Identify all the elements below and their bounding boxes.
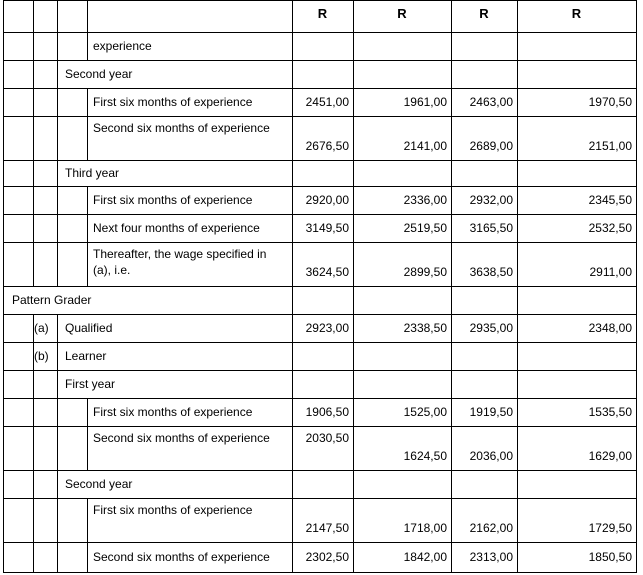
table-right-rule [636,186,637,215]
column-rule [353,60,354,89]
column-rule [517,498,518,543]
column-rule [353,426,354,471]
column-rule [33,214,34,243]
wage-value: 2920,00 [305,193,349,207]
table-right-rule [636,242,637,287]
table-left-rule [3,32,4,61]
table-left-rule [3,426,4,471]
wage-value: 1850,50 [588,550,632,564]
row-label: Next four months of experience [93,221,260,235]
wage-value: 2151,00 [588,139,632,153]
row-rule [3,88,637,89]
table-left-rule [3,186,4,215]
column-rule [517,542,518,573]
table-right-rule [636,498,637,543]
column-rule [87,398,88,427]
row-rule [3,542,637,543]
row-rule [3,32,637,33]
column-rule [292,314,293,343]
column-rule [292,470,293,499]
table-right-rule [636,342,637,371]
column-rule [353,542,354,573]
row-rule [3,214,637,215]
column-rule [353,498,354,543]
table-right-rule [636,160,637,187]
row-rule [3,286,637,287]
wage-value: 2338,50 [403,321,447,335]
column-rule [292,186,293,215]
wage-value: 2147,50 [305,521,349,535]
column-rule [517,398,518,427]
row-label: Second year [65,477,133,491]
column-rule [292,242,293,287]
column-rule [292,116,293,161]
column-rule [57,470,58,499]
wage-value: 3165,50 [469,221,513,235]
wage-value: 2348,00 [588,321,632,335]
column-rule [33,542,34,573]
column-rule [451,498,452,543]
column-rule [451,186,452,215]
row-rule [3,242,637,243]
column-rule [33,370,34,399]
wage-value: 2676,50 [305,139,349,153]
column-rule [33,32,34,61]
table-right-rule [636,60,637,89]
table-right-rule [636,542,637,573]
column-rule [517,314,518,343]
row-rule [3,470,637,471]
row-rule [3,116,637,117]
column-rule [353,398,354,427]
table-right-rule [636,286,637,315]
column-rule [57,542,58,573]
wage-value: 2689,00 [469,139,513,153]
table-left-rule [3,60,4,89]
wage-value: 1970,50 [588,95,632,109]
wage-value: 2345,50 [588,193,632,207]
wage-value: 2302,50 [305,550,349,564]
table-right-rule [636,32,637,61]
column-rule [292,398,293,427]
column-rule [353,214,354,243]
wage-value: 2519,50 [403,221,447,235]
column-rule [57,32,58,61]
wage-value: 2932,00 [469,193,513,207]
wage-value: 1629,00 [588,449,632,463]
row-label: First six months of experience [93,503,253,517]
column-rule [517,342,518,371]
column-rule [57,60,58,89]
column-rule [57,186,58,215]
currency-header: R [571,6,582,21]
row-label: First year [65,377,116,391]
column-rule [451,160,452,187]
column-rule [451,32,452,61]
row-rule [3,342,637,343]
column-rule [33,88,34,117]
wage-value: 3638,50 [469,265,513,279]
column-rule [33,160,34,187]
column-rule [292,370,293,399]
column-rule [292,498,293,543]
wage-value: 2162,00 [469,521,513,535]
table-left-rule [3,116,4,161]
wage-value: 1624,50 [403,449,447,463]
row-rule [3,186,637,187]
wage-value: 2030,50 [305,431,349,445]
row-rule [3,314,637,315]
table-left-rule [3,470,4,499]
wage-value: 2141,00 [403,139,447,153]
column-rule [292,542,293,573]
currency-header: R [397,6,407,21]
column-rule [33,242,34,287]
column-rule [292,88,293,117]
table-left-rule [3,342,4,371]
column-rule [87,214,88,243]
row-label: Second six months of experience [93,431,270,445]
table-left-rule [3,498,4,543]
wage-value: 2923,00 [305,321,349,335]
column-rule [353,370,354,399]
row-label: Third year [65,166,120,180]
column-rule [87,186,88,215]
column-rule [451,242,452,287]
currency-header: R [317,6,328,21]
column-rule [451,88,452,117]
item-marker: (b) [34,349,49,363]
row-label: Qualified [65,321,113,335]
wage-value: 2036,00 [469,449,513,463]
column-rule [353,186,354,215]
column-rule [57,314,58,343]
wage-value: 1919,50 [469,405,513,419]
column-rule [33,470,34,499]
column-rule [517,214,518,243]
row-rule [3,498,637,499]
column-rule [57,242,58,287]
table-left-rule [3,286,4,315]
table-left-rule [3,214,4,243]
column-rule [57,342,58,371]
column-rule [33,186,34,215]
wage-value: 1525,00 [403,405,447,419]
column-rule [57,426,58,471]
wage-value: 2935,00 [469,321,513,335]
column-rule [292,0,293,33]
wage-value: 2911,00 [589,265,632,279]
column-rule [292,160,293,187]
column-rule [87,116,88,161]
column-rule [353,470,354,499]
wage-value: 2463,00 [469,95,513,109]
table-left-rule [3,314,4,343]
wage-value: 1961,00 [403,95,447,109]
wage-value: 1842,00 [403,550,447,564]
column-rule [517,242,518,287]
column-rule [292,426,293,471]
column-rule [451,0,452,33]
wage-value: 3624,50 [305,265,349,279]
row-label: Thereafter, the wage specified in (a), i.e. [93,247,267,277]
row-label: Pattern Grader [12,293,92,307]
table-right-rule [636,370,637,399]
column-rule [353,32,354,61]
column-rule [451,60,452,89]
wage-value: 1906,50 [305,405,349,419]
table-left-rule [3,0,4,33]
column-rule [57,398,58,427]
table-right-rule [636,426,637,471]
column-rule [292,32,293,61]
column-rule [517,88,518,117]
table-left-rule [3,160,4,187]
column-rule [87,498,88,543]
column-rule [517,160,518,187]
column-rule [451,342,452,371]
column-rule [57,498,58,543]
wage-value: 2532,50 [588,221,632,235]
column-rule [517,186,518,215]
wage-value: 1535,50 [588,405,632,419]
column-rule [517,116,518,161]
row-label: Learner [65,349,107,363]
column-rule [33,60,34,89]
column-rule [87,542,88,573]
wage-value: 2451,00 [305,95,349,109]
column-rule [292,286,293,315]
table-top-rule [3,0,637,1]
column-rule [87,0,88,33]
column-rule [451,116,452,161]
table-left-rule [3,398,4,427]
column-rule [57,370,58,399]
row-rule [3,426,637,427]
row-label: First six months of experience [93,405,253,419]
column-rule [517,60,518,89]
column-rule [33,116,34,161]
column-rule [451,426,452,471]
column-rule [451,542,452,573]
column-rule [57,116,58,161]
column-rule [33,0,34,33]
column-rule [451,398,452,427]
wage-value: 2313,00 [469,550,513,564]
column-rule [87,426,88,471]
column-rule [451,214,452,243]
column-rule [353,0,354,33]
column-rule [292,342,293,371]
column-rule [451,286,452,315]
row-rule [3,160,637,161]
currency-header: R [479,6,489,21]
row-rule [3,60,637,61]
wage-value: 3149,50 [305,221,349,235]
row-rule [3,398,637,399]
column-rule [87,88,88,117]
column-rule [87,242,88,287]
row-label: First six months of experience [93,95,253,109]
column-rule [353,314,354,343]
table-right-rule [636,214,637,243]
row-rule [3,370,637,371]
wage-value: 2336,00 [403,193,447,207]
column-rule [33,398,34,427]
column-rule [57,214,58,243]
row-label: Second six months of experience [93,550,270,564]
table-left-rule [3,88,4,117]
column-rule [33,498,34,543]
table-right-rule [636,470,637,499]
column-rule [451,470,452,499]
row-label: Second year [65,67,133,81]
column-rule [57,0,58,33]
column-rule [517,286,518,315]
column-rule [517,370,518,399]
table-left-rule [3,542,4,573]
table-right-rule [636,0,637,33]
row-label: First six months of experience [93,193,253,207]
column-rule [57,88,58,117]
row-label: Second six months of experience [93,121,270,135]
table-left-rule [3,370,4,399]
column-rule [353,116,354,161]
table-right-rule [636,314,637,343]
column-rule [292,214,293,243]
column-rule [57,160,58,187]
column-rule [517,426,518,471]
wage-value: 1729,50 [588,521,632,535]
column-rule [292,60,293,89]
table-right-rule [636,398,637,427]
row-rule [3,572,637,573]
column-rule [517,32,518,61]
column-rule [33,426,34,471]
column-rule [451,370,452,399]
column-rule [353,88,354,117]
wage-value: 1718,00 [403,521,447,535]
column-rule [87,32,88,61]
column-rule [353,242,354,287]
column-rule [353,160,354,187]
wage-value: 2899,50 [403,265,447,279]
column-rule [353,342,354,371]
column-rule [353,286,354,315]
column-rule [517,0,518,33]
column-rule [451,314,452,343]
row-label: experience [93,39,152,53]
table-left-rule [3,242,4,287]
column-rule [517,470,518,499]
item-marker: (a) [34,321,49,335]
table-right-rule [636,88,637,117]
table-right-rule [636,116,637,161]
